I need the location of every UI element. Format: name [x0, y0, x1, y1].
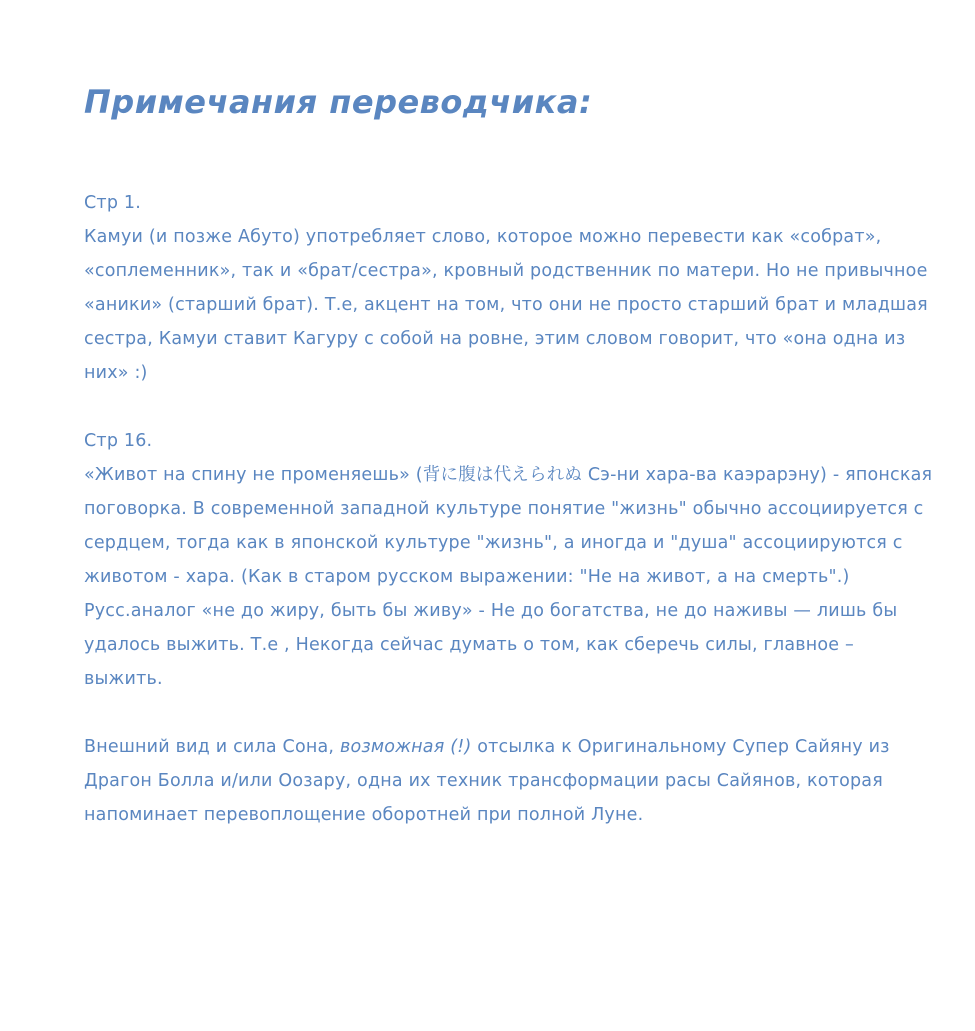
note-text-italic: возможная (!) — [339, 737, 472, 757]
note-text: «Живот на спину не променяешь» (背に腹は代えられぬ Сэ-ни хара-ва каэрарэну) - японская поговорка. В современной западной культуре понятие "жизнь" обычно ассоциируется с сердцем, тогда как в японской культуре "жизнь", а иногда и "душа" ассоциируются с животом - хара. (Как в старом русском выражении: "Не на живот, а на смерть".) Русс.аналог «не до жиру, быть бы живу» - Не до богатства, не до наживы — лишь бы удалось выжить. Т.е , Некогда сейчас думать о том, как сберечь силы, главное – выжить. — [84, 465, 933, 689]
note-page-1 — [84, 186, 934, 390]
note-page-number: Стр 1. — [84, 193, 141, 213]
note-son-reference — [84, 730, 934, 832]
note-text-before: Внешний вид и сила Сона, — [84, 737, 340, 757]
note-text — [84, 730, 934, 832]
note-text: Камуи (и позже Абуто) употребляет слово, которое можно перевести как «собрат», «соплеменник», так и «брат/сестра», кровный родственник по матери. Но не привычное «аники» (старший брат). Т.е, акцент на том, что они не просто старший брат и младшая сестра, Камуи ставит Кагуру с собой на ровне, этим словом говорит, что «она одна из них» :) — [84, 227, 928, 383]
note-page-number: Стр 16. — [84, 431, 153, 451]
note-text-after: отсылка к Оригинальному Супер Сайяну из Драгон Болла и/или Оозару, одна их техник трансформации расы Сайянов, которая напоминает перевоплощение оборотней при полной Луне. — [84, 737, 890, 825]
note-page-16 — [84, 424, 934, 696]
page-title: Примечания переводчика: — [84, 83, 593, 121]
notes-content — [84, 186, 934, 866]
